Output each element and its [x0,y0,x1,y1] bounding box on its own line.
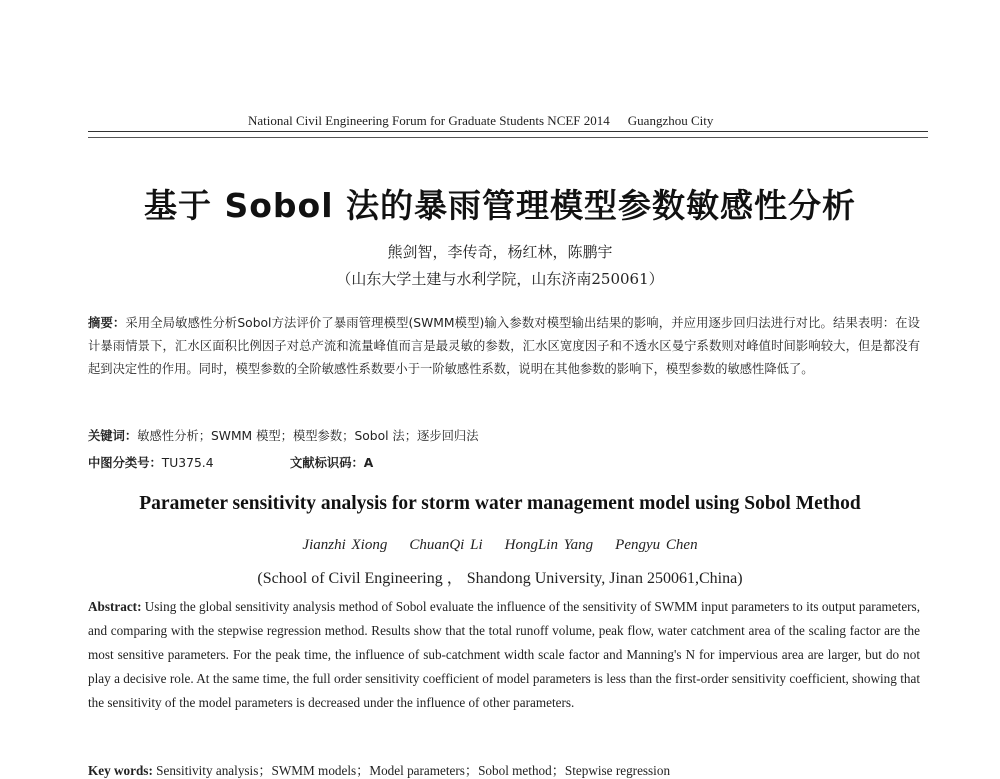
doc-code [290,453,373,471]
keywords-en-text: Sensitivity analysis；SWMM models；Model parameters；Sobol method；Stepwise regression [156,763,671,778]
running-header-title: National Civil Engineering Forum for Graduate Students NCEF 2014 [248,113,610,128]
abstract-en-label: Abstract: [88,599,142,614]
abstract-cn-label: 摘要： [88,316,126,330]
abstract-en-text: Using the global sensitivity analysis method of Sobol evaluate the influence of the sensitivity of SWMM input parameters to its output parameters, and comparing with the stepwise regression method. Results show that the total runoff volume, peak flow, water catchment area of the scaling factor are the most sensitive parameters. For the peak time, the influence of sub-catchment width scale factor and Manning's N for impervious area are larger, but do not play a decisive role. At the same time, the full order sensitivity coefficient of model parameters is less than the first-order sensitivity coefficient, showing that the sensitivity of the model parameters is decreased under the influence of other parameters. [88,599,920,710]
author-en: ChuanQi Li [409,537,483,553]
keywords-cn-label: 关键词： [88,429,138,443]
running-header-city: Guangzhou City [627,113,714,128]
abstract-cn-text: 采用全局敏感性分析Sobol方法评价了暴雨管理模型(SWMM模型)输入参数对模型输出结果的影响，并应用逐步回归法进行对比。结果表明：在设计暴雨情景下，汇水区面积比例因子对总产流和流量峰值而言是最灵敏的参数，汇水区宽度因子和不透水区曼宁系数则对峰值时间影响较大，但是都没有起到决定性的作用。同时，模型参数的全阶敏感性系数要小于一阶敏感性系数，说明在其他参数的影响下，模型参数的敏感性降低了。 [88,316,920,376]
doc-code-label: 文献标识码： [290,456,364,470]
affiliation-en: (School of Civil Engineering ， Shandong University, Jinan 250061,China) [257,570,743,587]
classification-line [88,453,920,471]
author-en: HongLin Yang [504,537,594,553]
abstract-en [88,595,920,715]
class-number-value: TU375.4 [161,456,214,470]
header-rule-bottom [88,137,928,138]
authors-en [0,537,1000,554]
abstract-cn [88,312,920,381]
keywords-en-label: Key words: [88,763,153,778]
author-en: Pengyu Chen [615,537,698,553]
affiliation-cn: （山东大学土建与水利学院，山东济南250061） [336,270,664,288]
running-header [248,113,788,129]
paper-title-cn: 基于 Sobol 法的暴雨管理模型参数敏感性分析 [143,186,857,225]
author-en: Jianzhi Xiong [302,537,388,553]
keywords-cn-text: 敏感性分析；SWMM 模型；模型参数；Sobol 法；逐步回归法 [137,429,479,443]
doc-code-value: A [363,456,374,470]
header-rule-top [88,131,928,132]
paper-title-en: Parameter sensitivity analysis for storm water management model using Sobol Method [139,493,861,514]
authors-cn: 熊剑智，李传奇，杨红林，陈鹏宇 [387,243,613,261]
class-number-label: 中图分类号： [88,456,162,470]
keywords-cn [88,426,920,444]
